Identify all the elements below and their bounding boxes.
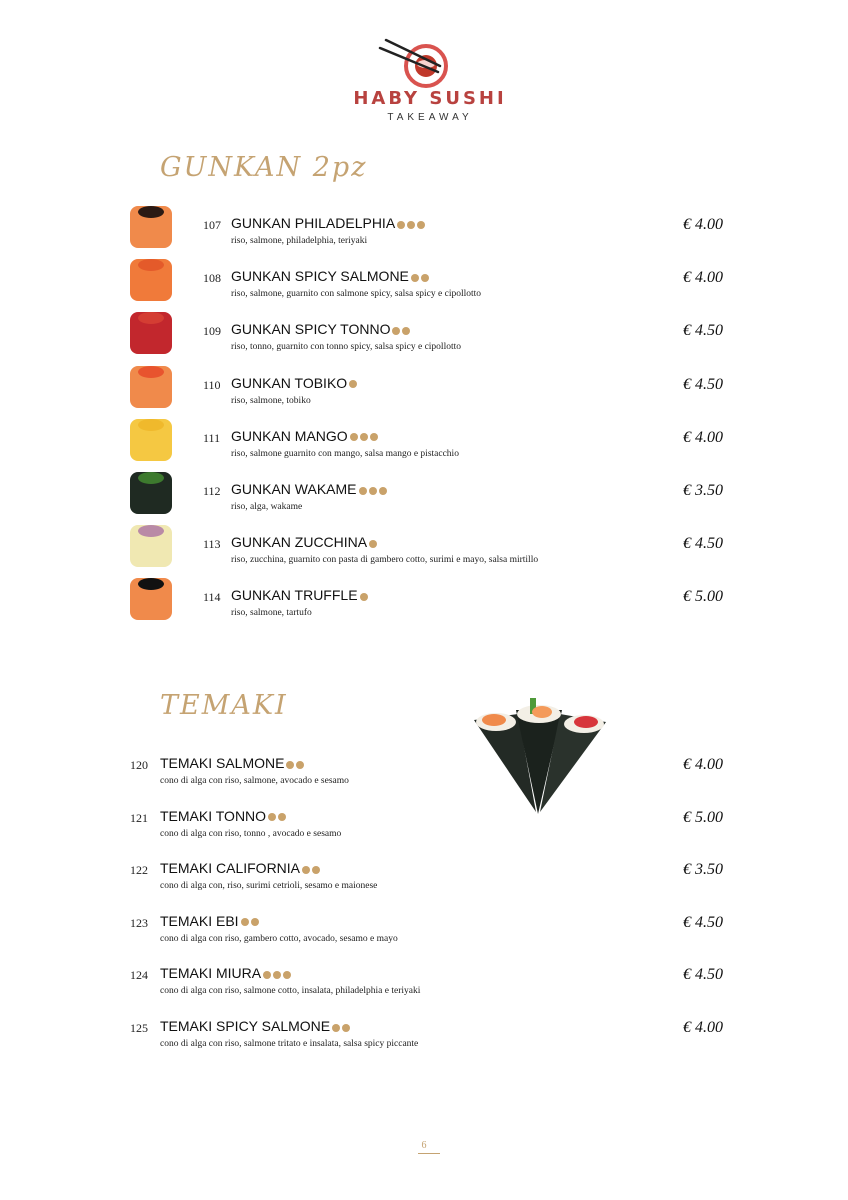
item-name: GUNKAN WAKAME (231, 481, 357, 497)
item-price: € 4.00 (683, 756, 723, 773)
allergen-icon (312, 866, 320, 874)
item-name-line (231, 215, 427, 232)
section-title-gunkan: GUNKAN 2pz (160, 152, 368, 183)
allergen-icon (359, 487, 367, 495)
allergen-icon (392, 327, 400, 335)
gunkan-topping (138, 472, 164, 484)
allergen-icon (360, 593, 368, 601)
item-number: 109 (203, 324, 221, 339)
item-number: 112 (203, 484, 221, 498)
item-price: € 3.50 (683, 482, 723, 499)
item-name-line (231, 321, 412, 338)
item-description: cono di alga con riso, salmone tritato e insalata, salsa spicy piccante (160, 1039, 419, 1049)
item-price: € 4.50 (683, 535, 723, 553)
menu-item (130, 1015, 763, 1059)
allergen-icons (359, 482, 389, 498)
item-name: GUNKAN PHILADELPHIA (231, 215, 396, 231)
gunkan-topping (138, 578, 164, 590)
item-name-line (160, 808, 288, 825)
item-description: riso, salmone, tartufo (231, 608, 312, 619)
allergen-icon (332, 1024, 340, 1032)
brand-name: HABY SUSHI (353, 88, 507, 109)
allergen-icons (397, 216, 427, 232)
allergen-icon (251, 918, 259, 926)
allergen-icons (268, 809, 288, 825)
menu-item (200, 478, 763, 522)
allergen-icon (370, 433, 378, 441)
gunkan-photo (130, 419, 172, 461)
item-name-line (160, 860, 322, 877)
item-name-line (231, 534, 379, 551)
allergen-icons (302, 861, 322, 877)
allergen-icon (296, 761, 304, 769)
item-price: € 4.00 (683, 428, 723, 446)
item-number: 108 (203, 271, 221, 286)
allergen-icon (268, 813, 276, 821)
allergen-icon (283, 971, 291, 979)
allergen-icon (278, 813, 286, 821)
item-name: GUNKAN SPICY TONNO (231, 321, 391, 338)
menu-item (200, 372, 763, 416)
gunkan-topping (138, 366, 164, 378)
item-name: TEMAKI EBI (160, 912, 239, 929)
allergen-icon (350, 433, 358, 441)
allergen-icon (397, 221, 405, 229)
allergen-icons (369, 535, 379, 551)
item-name: GUNKAN MANGO (231, 427, 348, 444)
allergen-icon (263, 971, 271, 979)
gunkan-photo (130, 366, 172, 408)
item-price: € 4.50 (683, 913, 723, 931)
gunkan-topping (138, 259, 164, 271)
allergen-icon (417, 221, 425, 229)
allergen-icons (241, 914, 261, 930)
gunkan-photo (130, 259, 172, 301)
item-name: TEMAKI TONNO (160, 807, 267, 824)
allergen-icon (402, 327, 410, 335)
page-number-rule (418, 1153, 440, 1154)
item-number: 114 (203, 590, 221, 605)
allergen-icons (332, 1019, 352, 1035)
item-name: GUNKAN SPICY SALMONE (231, 268, 409, 285)
item-price: € 5.00 (683, 808, 723, 826)
item-name: TEMAKI SPICY SALMONE (160, 1018, 331, 1034)
item-price: € 4.00 (683, 216, 723, 233)
item-name: TEMAKI MIURA (160, 965, 262, 982)
allergen-icon (407, 221, 415, 229)
allergen-icon (286, 761, 294, 769)
menu-item (200, 265, 763, 309)
item-name-line (160, 1018, 352, 1035)
allergen-icon (349, 380, 357, 388)
item-description: riso, zucchina, guarnito con pasta di gambero cotto, surimi e mayo, salsa mirtillo (231, 555, 539, 566)
item-price: € 4.50 (683, 322, 723, 340)
item-number: 120 (130, 758, 148, 772)
section-title-temaki: TEMAKI (160, 690, 288, 721)
item-name: GUNKAN ZUCCHINA (231, 534, 368, 551)
item-number: 111 (203, 430, 221, 445)
item-name-line (160, 755, 306, 772)
allergen-icon (241, 918, 249, 926)
page-number: 6 (421, 1140, 427, 1151)
menu-item (130, 962, 763, 1006)
item-price: € 4.50 (683, 966, 723, 984)
item-name-line (160, 913, 261, 930)
item-description: riso, salmone guarnito con mango, salsa mango e pistacchio (231, 448, 459, 459)
gunkan-topping (138, 312, 164, 324)
item-price: € 5.00 (683, 588, 723, 606)
item-description: riso, tonno, guarnito con tonno spicy, salsa spicy e cipollotto (231, 342, 461, 353)
item-name-line (231, 375, 359, 392)
item-name-line (231, 481, 389, 498)
item-description: cono di alga con riso, gambero cotto, avocado, sesamo e mayo (160, 933, 398, 944)
gunkan-topping (138, 206, 164, 218)
item-number: 107 (203, 218, 221, 232)
item-number: 122 (130, 863, 148, 878)
menu-item (200, 425, 763, 469)
menu-item (130, 857, 763, 901)
menu-item (130, 910, 763, 954)
item-name-line (231, 428, 380, 445)
item-number: 123 (130, 915, 148, 930)
item-name-line (231, 268, 431, 285)
gunkan-topping (138, 525, 164, 537)
chopsticks-sushi-icon (378, 38, 458, 90)
allergen-icons (286, 756, 306, 772)
item-name: TEMAKI CALIFORNIA (160, 860, 301, 877)
allergen-icon (369, 487, 377, 495)
menu-item (130, 805, 763, 849)
item-description: cono di alga con riso, salmone, avocado e sesamo (160, 776, 349, 786)
item-description: riso, salmone, tobiko (231, 395, 311, 406)
gunkan-photo (130, 312, 172, 354)
item-number: 110 (203, 377, 221, 392)
gunkan-photo (130, 578, 172, 620)
gunkan-photo (130, 206, 172, 248)
menu-item (200, 212, 763, 256)
menu-item (200, 318, 763, 362)
allergen-icon (342, 1024, 350, 1032)
allergen-icon (421, 274, 429, 282)
allergen-icons (349, 376, 359, 392)
item-number: 125 (130, 1021, 148, 1035)
item-price: € 4.50 (683, 375, 723, 393)
allergen-icon (273, 971, 281, 979)
allergen-icon (360, 433, 368, 441)
gunkan-topping (138, 419, 164, 431)
item-price: € 4.00 (683, 1019, 723, 1036)
allergen-icons (411, 269, 431, 285)
item-description: cono di alga con, riso, surimi cetrioli, sesamo e maionese (160, 881, 378, 892)
item-description: cono di alga con riso, salmone cotto, insalata, philadelphia e teriyaki (160, 986, 421, 997)
item-number: 121 (130, 810, 148, 825)
item-description: riso, salmone, guarnito con salmone spicy, salsa spicy e cipollotto (231, 289, 482, 300)
allergen-icon (411, 274, 419, 282)
allergen-icon (369, 540, 377, 548)
item-number: 124 (130, 968, 148, 983)
item-description: cono di alga con riso, tonno , avocado e sesamo (160, 828, 342, 839)
item-price: € 3.50 (683, 861, 723, 879)
gunkan-photo (130, 525, 172, 567)
item-number: 113 (203, 537, 221, 552)
item-name-line (231, 587, 370, 604)
gunkan-photo (130, 472, 172, 514)
menu-item (200, 531, 763, 575)
item-name: GUNKAN TOBIKO (231, 374, 348, 391)
item-description: riso, alga, wakame (231, 502, 303, 512)
item-description: riso, salmone, philadelphia, teriyaki (231, 236, 368, 246)
allergen-icons (350, 429, 380, 445)
allergen-icon (379, 487, 387, 495)
allergen-icons (392, 323, 412, 339)
allergen-icons (263, 967, 293, 983)
menu-item (200, 584, 763, 628)
item-name: GUNKAN TRUFFLE (231, 587, 358, 604)
allergen-icon (302, 866, 310, 874)
item-name-line (160, 965, 293, 982)
item-price: € 4.00 (683, 269, 723, 287)
allergen-icons (360, 589, 370, 605)
menu-item (130, 752, 763, 796)
brand-subtitle: TAKEAWAY (387, 112, 473, 123)
item-name: TEMAKI SALMONE (160, 755, 285, 771)
